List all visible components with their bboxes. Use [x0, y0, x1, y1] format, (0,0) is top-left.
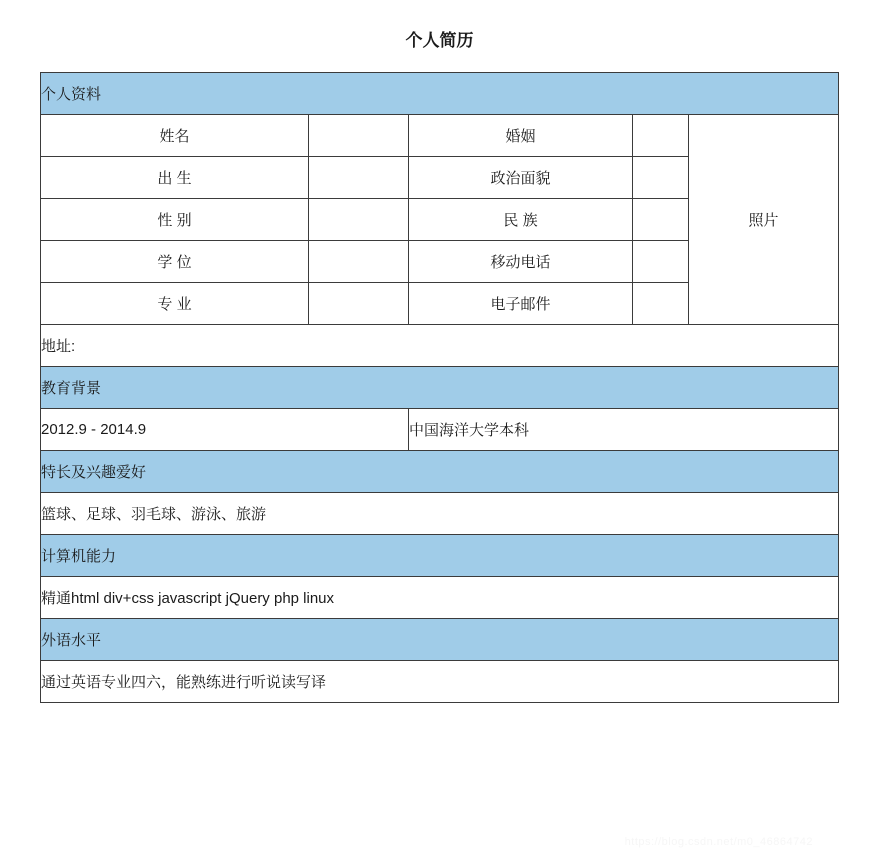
address-cell: 地址:: [41, 325, 839, 367]
degree-value-cell: [309, 241, 409, 283]
education-period-cell: 2012.9 - 2014.9: [41, 409, 409, 451]
table-row: [41, 661, 839, 703]
watermark-url: https://blog.csdn.net/m0_46864742: [624, 836, 813, 848]
mobile-phone-value-cell: [633, 241, 689, 283]
birth-value-cell: [309, 157, 409, 199]
table-row: [41, 535, 839, 577]
name-label: 姓名: [41, 115, 309, 157]
table-row: [41, 325, 839, 367]
table-row: [41, 577, 839, 619]
table-row: [41, 619, 839, 661]
gender-label: 性 别: [41, 199, 309, 241]
political-status-value-cell: [633, 157, 689, 199]
mobile-phone-label: 移动电话: [409, 241, 633, 283]
birth-label: 出 生: [41, 157, 309, 199]
marriage-value-cell: [633, 115, 689, 157]
hobbies-content-cell: 篮球、足球、羽毛球、游泳、旅游: [41, 493, 839, 535]
table-row: [41, 115, 839, 157]
name-value-cell: [309, 115, 409, 157]
foreign-language-content-cell: 通过英语专业四六，能熟练进行听说读写译: [41, 661, 839, 703]
email-label: 电子邮件: [409, 283, 633, 325]
degree-label: 学 位: [41, 241, 309, 283]
marriage-label: 婚姻: [409, 115, 633, 157]
page-title: 个人简历: [405, 31, 474, 50]
email-value-cell: [633, 283, 689, 325]
ethnicity-label: 民 族: [409, 199, 633, 241]
table-row: [41, 451, 839, 493]
resume-table: [40, 72, 839, 703]
gender-value-cell: [309, 199, 409, 241]
table-row: [41, 73, 839, 115]
computer-skills-content-cell: 精通html div+css javascript jQuery php linux: [41, 577, 839, 619]
table-row: [41, 409, 839, 451]
political-status-label: 政治面貌: [409, 157, 633, 199]
hobbies-header: 特长及兴趣爱好: [41, 451, 839, 493]
education-header: 教育背景: [41, 367, 839, 409]
photo-placeholder-cell: 照片: [689, 115, 839, 325]
major-value-cell: [309, 283, 409, 325]
foreign-language-header: 外语水平: [41, 619, 839, 661]
computer-skills-header: 计算机能力: [41, 535, 839, 577]
table-row: [41, 367, 839, 409]
personal-info-header: 个人资料: [41, 73, 839, 115]
education-school-cell: 中国海洋大学本科: [409, 409, 839, 451]
ethnicity-value-cell: [633, 199, 689, 241]
major-label: 专 业: [41, 283, 309, 325]
table-row: [41, 493, 839, 535]
